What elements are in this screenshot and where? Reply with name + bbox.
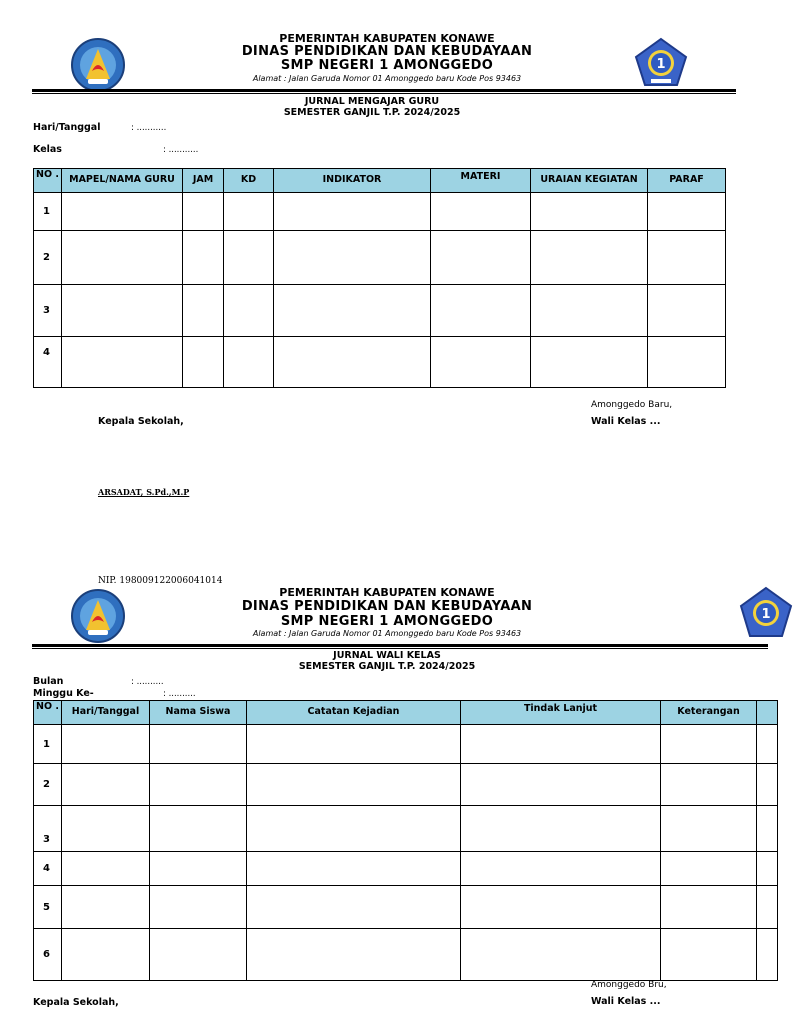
journal1-field1-value: : ........... xyxy=(131,123,167,133)
journal2-field1-value: : .......... xyxy=(131,677,164,687)
row-number: 4 xyxy=(34,852,62,886)
journal2-col-tindak: Tindak Lanjut xyxy=(461,701,661,725)
journal2-title: JURNAL WALI KELAS xyxy=(333,650,441,661)
journal2-col-nama: Nama Siswa xyxy=(150,701,247,725)
table-row xyxy=(34,337,726,388)
signature1-kepsek-name: ARSADAT, S.Pd.,M.P xyxy=(98,487,190,497)
header-divider-thin xyxy=(32,93,736,94)
table-row xyxy=(34,725,778,764)
journal2-col-keterangan: Keterangan xyxy=(661,701,757,725)
header2-line1: PEMERINTAH KABUPATEN KONAWE xyxy=(279,586,495,599)
journal2-table xyxy=(33,700,778,981)
header-divider xyxy=(32,89,736,92)
header2-divider xyxy=(32,644,768,647)
header2-line2: DINAS PENDIDIKAN DAN KEBUDAYAAN xyxy=(241,599,533,614)
journal1-col-materi: MATERI xyxy=(431,169,531,193)
svg-text:1: 1 xyxy=(656,57,666,72)
journal1-field1-label: Hari/Tanggal xyxy=(33,122,101,133)
journal1-col-no: NO . xyxy=(34,169,62,193)
table-row xyxy=(34,929,778,981)
journal1-col-jam: JAM xyxy=(183,169,224,193)
journal1-col-paraf: PARAF xyxy=(648,169,726,193)
journal2-col-extra xyxy=(757,701,778,725)
row-number: 3 xyxy=(34,285,62,337)
journal2-field1-label: Bulan xyxy=(33,676,64,687)
header-address: Alamat : Jalan Garuda Nomor 01 Amonggedo baru Kode Pos 93463 xyxy=(252,74,522,83)
signature1-kepsek-label: Kepala Sekolah, xyxy=(98,416,184,427)
signature2-kepsek-label: Kepala Sekolah, xyxy=(33,997,119,1008)
journal2-table-wrap xyxy=(33,700,768,982)
journal1-col-uraian: URAIAN KEGIATAN xyxy=(531,169,648,193)
journal2-field2-label: Minggu Ke- xyxy=(33,688,94,699)
table-row xyxy=(34,193,726,231)
signature1-place: Amonggedo Baru, xyxy=(591,400,673,410)
row-number: 1 xyxy=(34,193,62,231)
table-row xyxy=(34,231,726,285)
row-number: 5 xyxy=(34,886,62,929)
journal2-col-hari: Hari/Tanggal xyxy=(62,701,150,725)
journal1-col-indikator: INDIKATOR xyxy=(274,169,431,193)
row-number: 6 xyxy=(34,929,62,981)
table-row xyxy=(34,886,778,929)
journal1-col-mapel: MAPEL/NAMA GURU xyxy=(62,169,183,193)
row-number: 2 xyxy=(34,231,62,285)
svg-text:1: 1 xyxy=(761,607,771,622)
table-row xyxy=(34,806,778,852)
row-number: 1 xyxy=(34,725,62,764)
journal1-col-kd: KD xyxy=(224,169,274,193)
signature2-place: Amonggedo Bru, xyxy=(591,980,667,990)
journal2-col-no: NO . xyxy=(34,701,62,725)
header-line1: PEMERINTAH KABUPATEN KONAWE xyxy=(279,32,495,45)
table-row xyxy=(34,764,778,806)
journal1-field2-label: Kelas xyxy=(33,144,62,155)
journal1-field2-value: : ........... xyxy=(163,145,199,155)
table-row xyxy=(34,285,726,337)
row-number: 4 xyxy=(34,337,62,388)
row-number: 2 xyxy=(34,764,62,806)
journal2-field2-value: : .......... xyxy=(163,689,196,699)
header2-address: Alamat : Jalan Garuda Nomor 01 Amonggedo baru Kode Pos 93463 xyxy=(252,629,522,638)
header-line2: DINAS PENDIDIKAN DAN KEBUDAYAAN xyxy=(241,44,533,59)
signature2-wali-label: Wali Kelas ... xyxy=(591,996,661,1007)
signature1-wali-label: Wali Kelas ... xyxy=(591,416,661,427)
journal2-semester: SEMESTER GANJIL T.P. 2024/2025 xyxy=(298,661,476,672)
journal1-semester: SEMESTER GANJIL T.P. 2024/2025 xyxy=(283,107,461,118)
header2-line3: SMP NEGERI 1 AMONGGEDO xyxy=(280,614,494,629)
table-row xyxy=(34,852,778,886)
header-line3: SMP NEGERI 1 AMONGGEDO xyxy=(280,58,494,73)
journal2-col-catatan: Catatan Kejadian xyxy=(247,701,461,725)
journal1-title: JURNAL MENGAJAR GURU xyxy=(304,96,440,107)
journal1-table xyxy=(33,168,726,388)
row-number: 3 xyxy=(34,806,62,852)
header2-divider-thin xyxy=(32,648,768,649)
signature1-kepsek-nip: NIP. 198009122006041014 xyxy=(98,576,223,586)
